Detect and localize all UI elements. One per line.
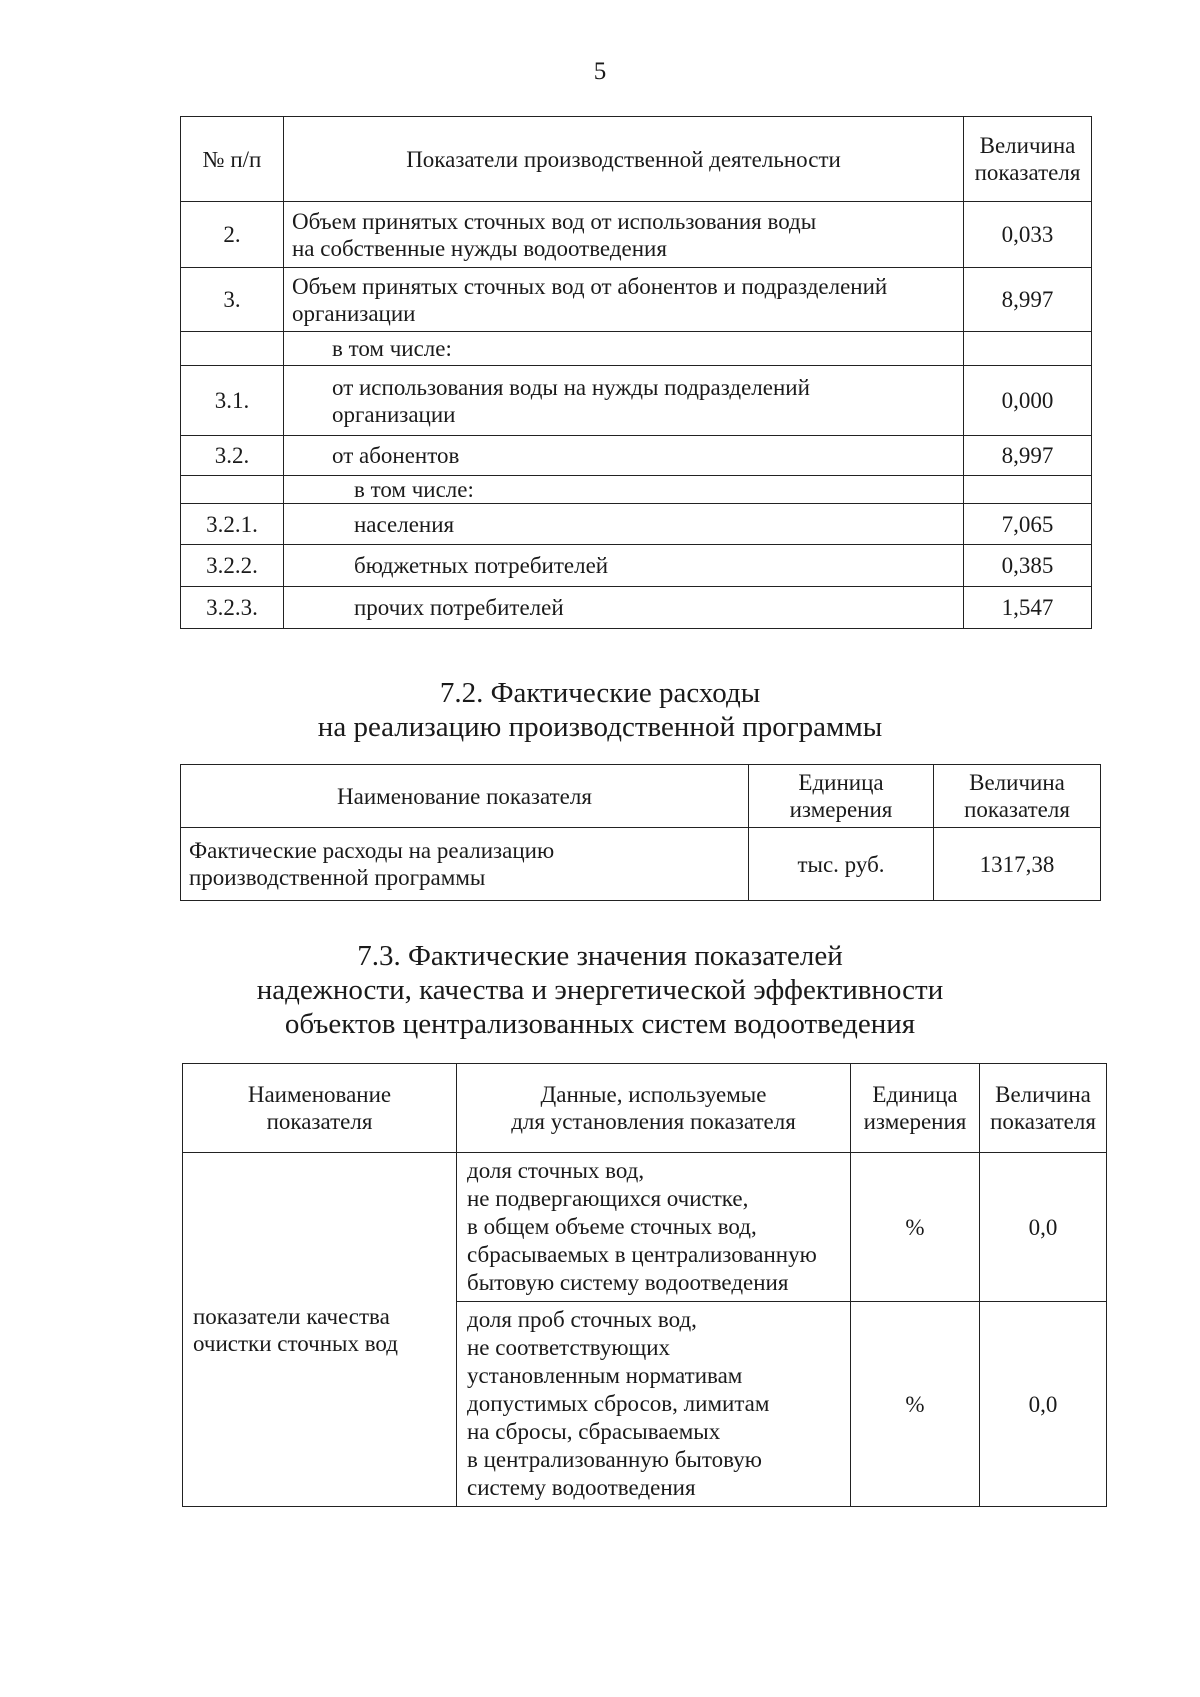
heading-line: объектов централизованных систем водоотведения bbox=[284, 1008, 916, 1040]
row-number: 3.2.1. bbox=[181, 504, 284, 545]
row-number: 3.2.3. bbox=[181, 587, 284, 629]
column-header-value: Величина показателя bbox=[964, 117, 1092, 202]
row-label: в том числе: bbox=[284, 476, 964, 504]
column-header-name: Наименование показателя bbox=[181, 765, 749, 828]
indicator-data: доля проб сточных вод, не соответствующих установленным нормативам допустимых сбросов, лимитам на сбросы, сбрасываемых в централизованную бытовую систему водоотведения bbox=[457, 1302, 851, 1507]
cost-name: Фактические расходы на реализацию производственной программы bbox=[181, 828, 749, 901]
column-header-value: Величина показателя bbox=[980, 1064, 1107, 1153]
row-number: 3.2.2. bbox=[181, 545, 284, 587]
row-label: прочих потребителей bbox=[284, 587, 964, 629]
table-header-row bbox=[183, 1064, 1107, 1153]
indicator-unit: % bbox=[851, 1153, 980, 1302]
row-value: 7,065 bbox=[964, 504, 1092, 545]
row-label: от использования воды на нужды подразделений организации bbox=[284, 366, 964, 436]
column-header-indicator: Показатели производственной деятельности bbox=[284, 117, 964, 202]
indicator-value: 0,0 bbox=[980, 1153, 1107, 1302]
table-row bbox=[181, 545, 1092, 587]
table-row bbox=[181, 366, 1092, 436]
table-row bbox=[181, 476, 1092, 504]
section-7-3-heading bbox=[0, 939, 1200, 1041]
table-header-row bbox=[181, 765, 1101, 828]
heading-line: 7.3. Фактические значения показателей bbox=[357, 940, 843, 972]
heading-line: 7.2. Фактические расходы bbox=[439, 677, 761, 709]
row-number: 3.1. bbox=[181, 366, 284, 436]
heading-line: на реализацию производственной программы bbox=[317, 711, 883, 743]
row-value: 1,547 bbox=[964, 587, 1092, 629]
table-row bbox=[181, 504, 1092, 545]
quality-indicators-table bbox=[182, 1063, 1107, 1507]
row-value: 8,997 bbox=[964, 268, 1092, 332]
table-row bbox=[181, 268, 1092, 332]
row-label: бюджетных потребителей bbox=[284, 545, 964, 587]
row-value: 0,385 bbox=[964, 545, 1092, 587]
column-header-value: Величина показателя bbox=[934, 765, 1101, 828]
table-row bbox=[181, 332, 1092, 366]
row-label: Объем принятых сточных вод от абонентов и подразделений организации bbox=[284, 268, 964, 332]
cost-value: 1317,38 bbox=[934, 828, 1101, 901]
row-label: в том числе: bbox=[284, 332, 964, 366]
row-number: 2. bbox=[181, 202, 284, 268]
indicator-data: доля сточных вод, не подвергающихся очистке, в общем объеме сточных вод, сбрасываемых в централизованную бытовую систему водоотведения bbox=[457, 1153, 851, 1302]
section-7-2-heading bbox=[0, 676, 1200, 744]
table-row bbox=[183, 1153, 1107, 1302]
row-label: Объем принятых сточных вод от использования воды на собственные нужды водоотведения bbox=[284, 202, 964, 268]
row-number bbox=[181, 332, 284, 366]
indicator-value: 0,0 bbox=[980, 1302, 1107, 1507]
actual-costs-table bbox=[180, 764, 1101, 901]
row-value: 0,033 bbox=[964, 202, 1092, 268]
table-row bbox=[181, 587, 1092, 629]
page-number: 5 bbox=[593, 58, 607, 85]
row-number: 3.2. bbox=[181, 436, 284, 476]
table-header-row bbox=[181, 117, 1092, 202]
table-row bbox=[181, 828, 1101, 901]
indicator-unit: % bbox=[851, 1302, 980, 1507]
row-label: от абонентов bbox=[284, 436, 964, 476]
column-header-unit: Единица измерения bbox=[749, 765, 934, 828]
column-header-number: № п/п bbox=[181, 117, 284, 202]
row-value bbox=[964, 332, 1092, 366]
column-header-name: Наименование показателя bbox=[183, 1064, 457, 1153]
column-header-data: Данные, используемые для установления показателя bbox=[457, 1064, 851, 1153]
row-value: 0,000 bbox=[964, 366, 1092, 436]
cost-unit: тыс. руб. bbox=[749, 828, 934, 901]
heading-line: надежности, качества и энергетической эффективности bbox=[256, 974, 944, 1006]
indicator-group-name: показатели качества очистки сточных вод bbox=[183, 1153, 457, 1507]
row-label: населения bbox=[284, 504, 964, 545]
table-row bbox=[181, 436, 1092, 476]
row-value bbox=[964, 476, 1092, 504]
production-indicators-table bbox=[180, 116, 1092, 629]
row-number: 3. bbox=[181, 268, 284, 332]
row-number bbox=[181, 476, 284, 504]
column-header-unit: Единица измерения bbox=[851, 1064, 980, 1153]
table-row bbox=[181, 202, 1092, 268]
row-value: 8,997 bbox=[964, 436, 1092, 476]
